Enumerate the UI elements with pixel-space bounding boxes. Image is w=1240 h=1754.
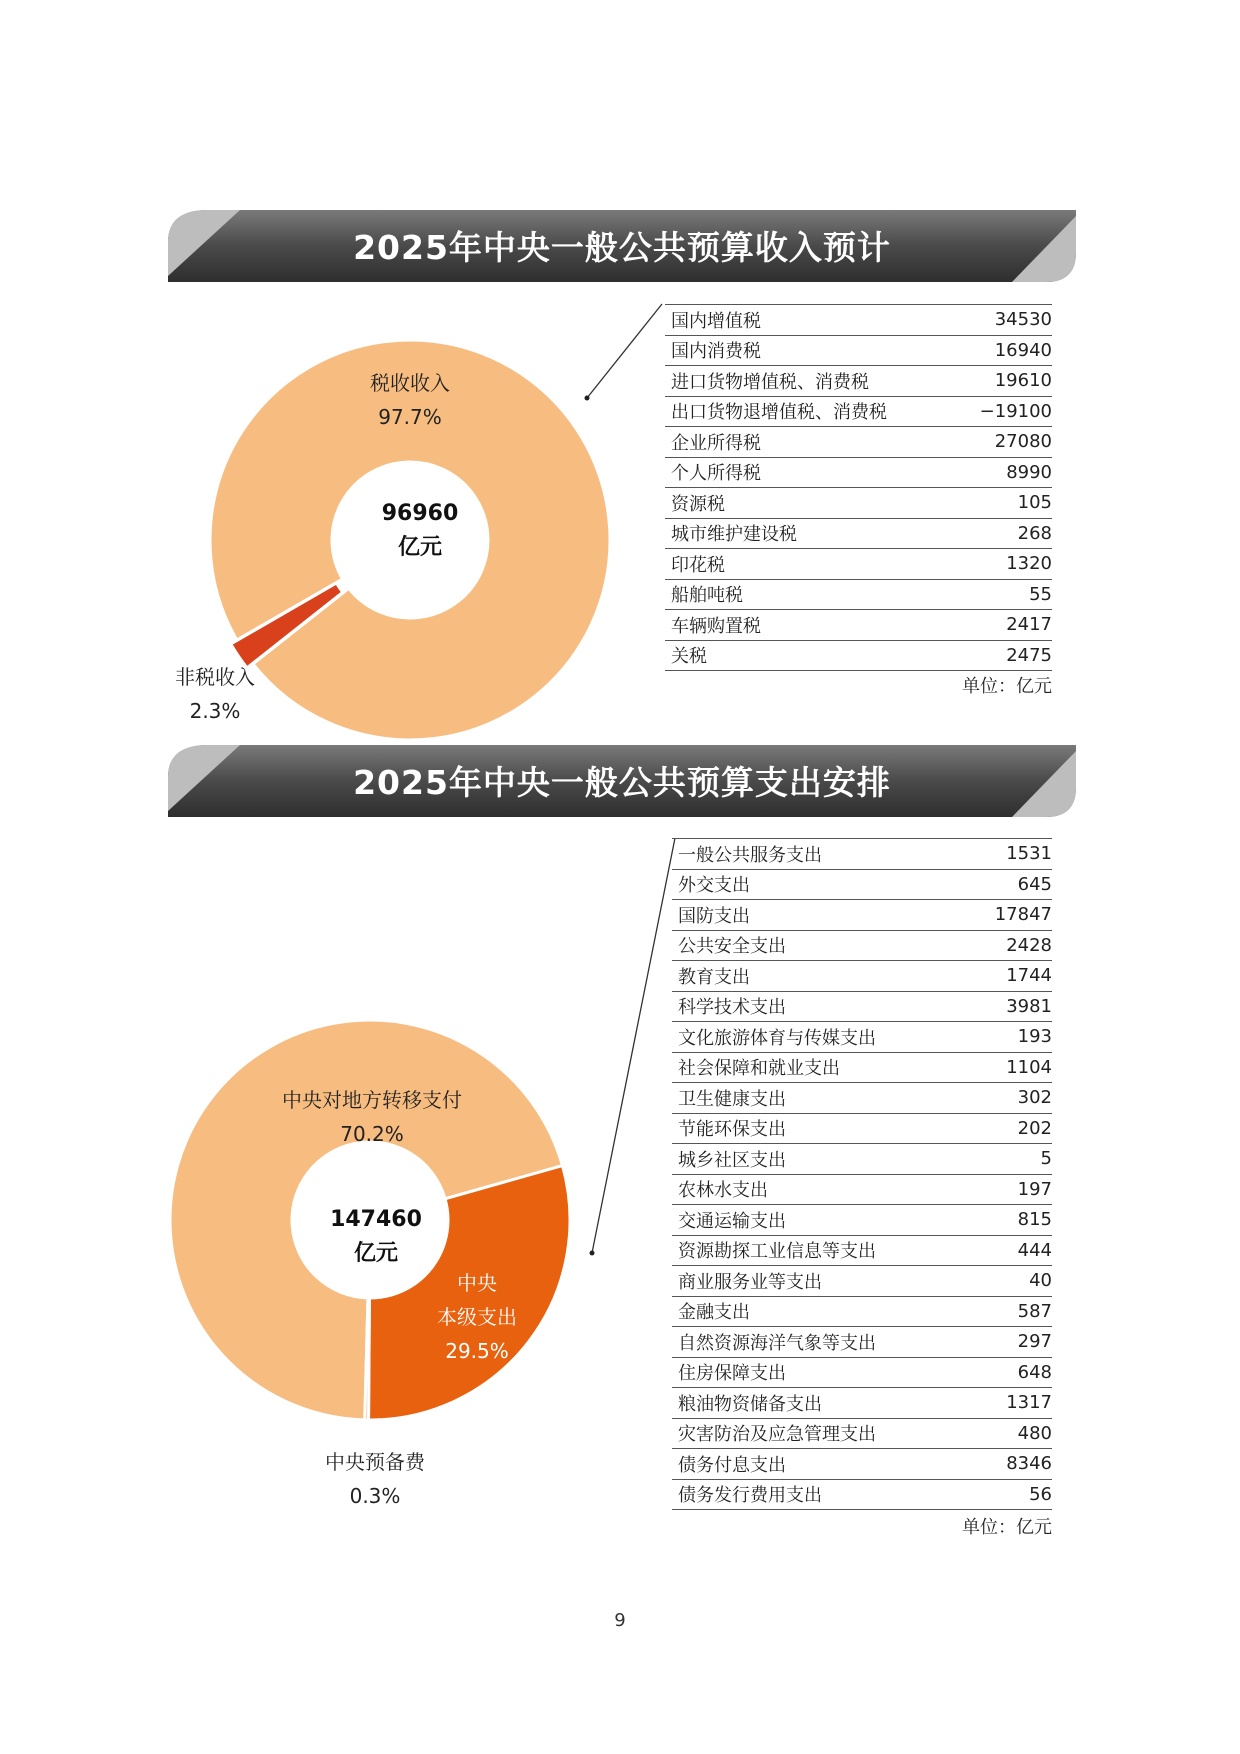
row-label: 车辆购置税 [665,610,952,641]
row-label: 农林水支出 [672,1174,963,1205]
table-row [672,1296,1052,1327]
row-label: 商业服务业等支出 [672,1266,963,1297]
row-value: 2417 [952,610,1052,641]
row-label: 科学技术支出 [672,991,963,1022]
row-label: 自然资源海洋气象等支出 [672,1327,963,1358]
table-row [672,1327,1052,1358]
table-row [672,1418,1052,1449]
row-label: 债务付息支出 [672,1449,963,1480]
expenditure-transfer-label: 中央对地方转移支付 70.2% [282,1088,462,1146]
table-row [672,1113,1052,1144]
table-row [672,1144,1052,1175]
row-label: 印花税 [665,549,952,580]
row-value: 5 [963,1144,1052,1175]
row-value: 444 [963,1235,1052,1266]
row-label: 个人所得税 [665,457,952,488]
row-label: 进口货物增值税、消费税 [665,366,952,397]
row-value: 8346 [963,1449,1052,1480]
row-value: 40 [963,1266,1052,1297]
row-label: 企业所得税 [665,427,952,458]
row-value: 648 [963,1357,1052,1388]
row-value: 1744 [963,961,1052,992]
row-value: 55 [952,579,1052,610]
row-value: −19100 [952,396,1052,427]
table-row [672,1083,1052,1114]
row-value: 268 [952,518,1052,549]
revenue-center-total: 96960 亿元 [381,501,459,560]
table-row [672,961,1052,992]
expenditure-title: 2025年中央一般公共预算支出安排 [353,763,891,802]
row-value: 1531 [963,839,1052,870]
table-row [672,1388,1052,1419]
row-value: 645 [963,869,1052,900]
row-label: 教育支出 [672,961,963,992]
row-label: 文化旅游体育与传媒支出 [672,1022,963,1053]
expenditure-unit: 单位：亿元 [962,1517,1052,1538]
row-label: 社会保障和就业支出 [672,1052,963,1083]
row-label: 外交支出 [672,869,963,900]
revenue-tax-label: 税收收入 97.7% [370,371,450,429]
row-label: 住房保障支出 [672,1357,963,1388]
row-label: 国内消费税 [665,335,952,366]
row-value: 1317 [963,1388,1052,1419]
row-value: 56 [963,1479,1052,1510]
row-label: 债务发行费用支出 [672,1479,963,1510]
row-value: 2428 [963,930,1052,961]
row-label: 金融支出 [672,1296,963,1327]
row-value: 815 [963,1205,1052,1236]
expenditure-center-total: 147460 亿元 [330,1207,422,1266]
revenue-unit: 单位：亿元 [962,676,1052,697]
revenue-nontax-label: 非税收入 2.3% [175,665,255,723]
expenditure-table [672,838,1052,1510]
row-value: 2475 [952,640,1052,671]
table-row [672,991,1052,1022]
row-value: 19610 [952,366,1052,397]
row-label: 节能环保支出 [672,1113,963,1144]
row-label: 卫生健康支出 [672,1083,963,1114]
row-value: 587 [963,1296,1052,1327]
row-value: 197 [963,1174,1052,1205]
row-value: 297 [963,1327,1052,1358]
table-row [672,930,1052,961]
row-value: 302 [963,1083,1052,1114]
row-label: 关税 [665,640,952,671]
row-label: 船舶吨税 [665,579,952,610]
row-value: 8990 [952,457,1052,488]
row-value: 3981 [963,991,1052,1022]
row-label: 灾害防治及应急管理支出 [672,1418,963,1449]
table-row [672,900,1052,931]
row-label: 交通运输支出 [672,1205,963,1236]
table-row [672,1235,1052,1266]
row-label: 国防支出 [672,900,963,931]
row-label: 出口货物退增值税、消费税 [665,396,952,427]
row-value: 17847 [963,900,1052,931]
row-value: 34530 [952,305,1052,336]
row-label: 粮油物资储备支出 [672,1388,963,1419]
table-row [672,1052,1052,1083]
table-row [672,869,1052,900]
row-value: 1320 [952,549,1052,580]
row-value: 193 [963,1022,1052,1053]
table-row [672,1266,1052,1297]
revenue-title: 2025年中央一般公共预算收入预计 [353,228,891,267]
table-row [672,1357,1052,1388]
row-value: 202 [963,1113,1052,1144]
expenditure-reserve-label: 中央预备费 0.3% [325,1450,425,1508]
row-value: 27080 [952,427,1052,458]
row-label: 一般公共服务支出 [672,839,963,870]
expenditure-central-label: 中央 本级支出 29.5% [437,1271,517,1363]
table-row [672,1479,1052,1510]
row-label: 城乡社区支出 [672,1144,963,1175]
row-value: 105 [952,488,1052,519]
row-value: 480 [963,1418,1052,1449]
table-row [672,1449,1052,1480]
row-label: 城市维护建设税 [665,518,952,549]
row-label: 资源税 [665,488,952,519]
table-row [672,839,1052,870]
table-row [672,1174,1052,1205]
row-value: 1104 [963,1052,1052,1083]
row-label: 公共安全支出 [672,930,963,961]
row-value: 16940 [952,335,1052,366]
table-row [672,1022,1052,1053]
page-number: 9 [614,1610,626,1631]
row-label: 国内增值税 [665,305,952,336]
row-label: 资源勘探工业信息等支出 [672,1235,963,1266]
table-row [672,1205,1052,1236]
